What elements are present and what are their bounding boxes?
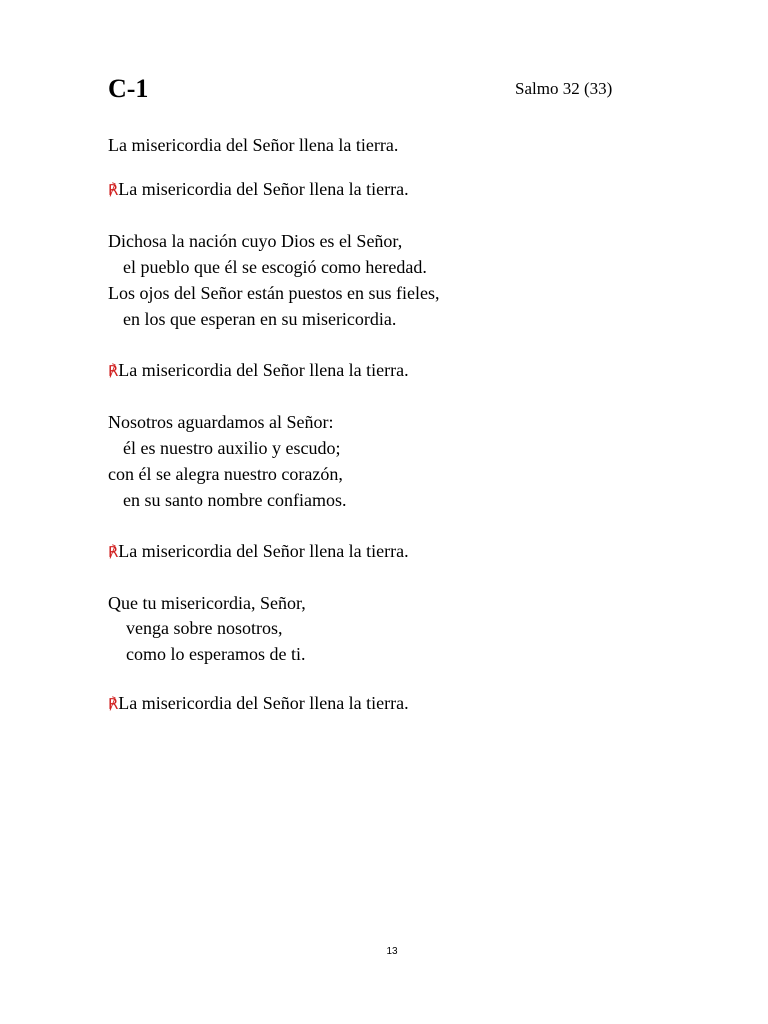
response-icon: ℟ [108, 362, 119, 380]
response-line [108, 692, 409, 715]
page-title: C-1 [108, 74, 149, 103]
verse-line: Nosotros aguardamos al Señor: [108, 412, 334, 432]
psalm-reference: Salmo 32 (33) [515, 79, 613, 98]
verse-line: con él se alegra nuestro corazón, [108, 464, 343, 484]
response-line [108, 178, 409, 201]
verse-line: venga sobre nosotros, [126, 618, 283, 638]
response-icon: ℟ [108, 543, 119, 561]
verse-line: Que tu misericordia, Señor, [108, 593, 306, 613]
response-line [108, 540, 409, 563]
response-line [108, 359, 409, 382]
verse-line: Los ojos del Señor están puestos en sus fieles, [108, 283, 440, 303]
response-text: La misericordia del Señor llena la tierra. [118, 360, 409, 380]
verse-line: Dichosa la nación cuyo Dios es el Señor, [108, 231, 403, 251]
verse-line: como lo esperamos de ti. [126, 644, 306, 664]
response-icon: ℟ [108, 695, 119, 713]
page-number: 13 [386, 946, 398, 957]
response-text: La misericordia del Señor llena la tierra. [118, 179, 409, 199]
response-text: La misericordia del Señor llena la tierra. [118, 541, 409, 561]
verse-line: en los que esperan en su misericordia. [123, 309, 397, 329]
response-icon: ℟ [108, 181, 119, 199]
response-text: La misericordia del Señor llena la tierra. [118, 693, 409, 713]
antiphon: La misericordia del Señor llena la tierra. [108, 135, 399, 155]
verse-line: él es nuestro auxilio y escudo; [123, 438, 341, 458]
verse-line: en su santo nombre confiamos. [123, 490, 347, 510]
verse-line: el pueblo que él se escogió como heredad. [123, 257, 427, 277]
